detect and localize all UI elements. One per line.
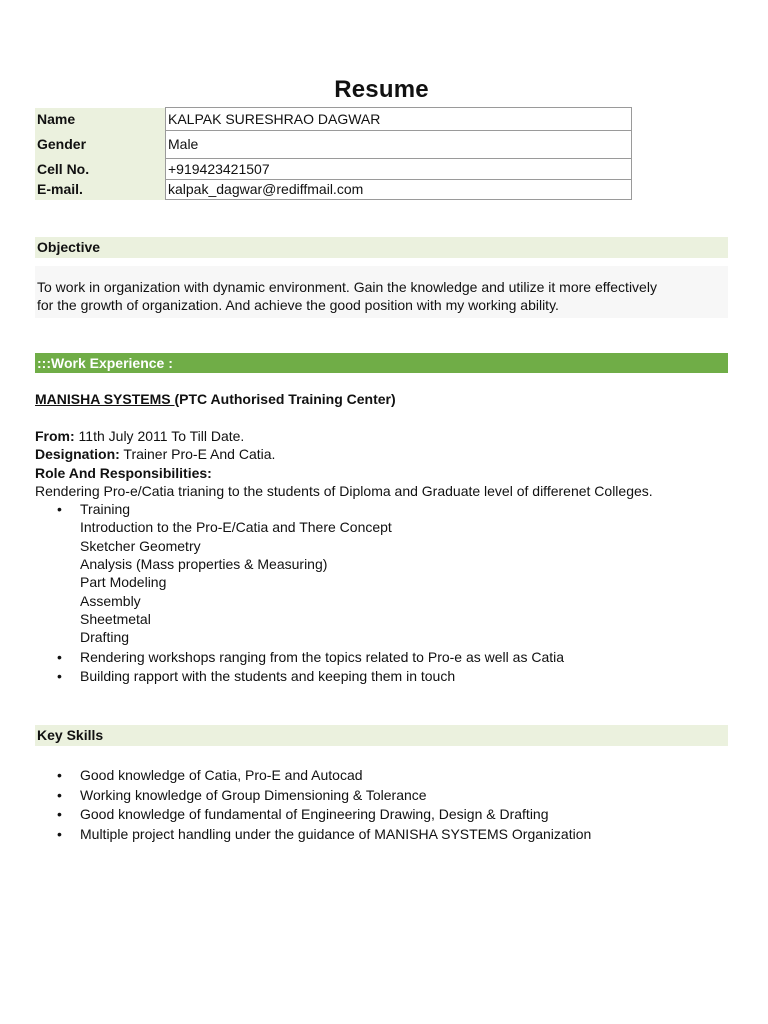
- info-row-gender: [35, 131, 632, 159]
- designation-label: Designation:: [35, 446, 120, 463]
- info-value-cell: +919423421507: [166, 159, 632, 180]
- info-label-name: Name: [35, 108, 166, 131]
- personal-info-table: [35, 107, 632, 200]
- info-value-name: KALPAK SURESHRAO DAGWAR: [166, 108, 632, 131]
- designation-value: Trainer Pro-E And Catia.: [119, 446, 276, 463]
- work-experience-heading: :::Work Experience :: [35, 353, 728, 373]
- objective-line-2: for the growth of organization. And achieve the good position with my working ability.: [37, 297, 559, 313]
- info-row-cell: [35, 159, 632, 180]
- list-item: • Good knowledge of fundamental of Engineering Drawing, Design & Drafting: [35, 805, 735, 825]
- role-label: [35, 464, 735, 482]
- from-value: 11th July 2011 To Till Date.: [74, 428, 245, 444]
- list-item: • Rendering workshops ranging from the topics related to Pro-e as well as Catia: [35, 648, 735, 666]
- responsibility-list: [35, 500, 735, 685]
- objective-line-1: To work in organization with dynamic environment. Gain the knowledge and utilize it more effectively: [37, 279, 657, 295]
- list-item: • Good knowledge of Catia, Pro-E and Autocad: [35, 766, 735, 786]
- info-value-gender: Male: [166, 131, 632, 159]
- key-skills-section: [35, 766, 735, 845]
- role-label-text: Role And Responsibilities:: [35, 464, 212, 481]
- list-item-training: [35, 500, 735, 646]
- objective-heading: Objective: [35, 237, 728, 258]
- company-line: [35, 391, 396, 407]
- info-value-email: kalpak_dagwar@rediffmail.com: [166, 180, 632, 200]
- list-item: • Building rapport with the students and keeping them in touch: [35, 667, 735, 685]
- role-text: Rendering Pro-e/Catia trianing to the students of Diploma and Graduate level of differenet Colleges.: [35, 482, 653, 499]
- skills-list: [35, 766, 735, 845]
- list-item: • Multiple project handling under the guidance of MANISHA SYSTEMS Organization: [35, 825, 735, 845]
- training-item: Sketcher Geometry: [80, 537, 201, 554]
- training-item: Part Modeling: [80, 574, 167, 591]
- training-item: Analysis (Mass properties & Measuring): [80, 556, 328, 573]
- info-row-email: [35, 180, 632, 200]
- designation-line: [35, 445, 735, 463]
- training-item: Introduction to the Pro-E/Catia and There Concept: [80, 519, 392, 536]
- training-item: Drafting: [80, 629, 130, 646]
- training-label: • Training: [80, 501, 131, 518]
- info-row-name: [35, 108, 632, 131]
- training-item: Sheetmetal: [80, 610, 151, 627]
- info-label-email: E-mail.: [35, 180, 166, 200]
- list-item: • Working knowledge of Group Dimensioning & Tolerance: [35, 786, 735, 806]
- from-label: From:: [35, 428, 75, 444]
- company-note: (PTC Authorised Training Center): [174, 391, 396, 407]
- from-line: [35, 427, 735, 445]
- key-skills-heading: Key Skills: [35, 725, 728, 746]
- info-label-gender: Gender: [35, 131, 166, 159]
- work-details: [35, 427, 735, 685]
- company-name: MANISHA SYSTEMS: [35, 391, 175, 407]
- objective-text: [35, 266, 728, 318]
- training-item: Assembly: [80, 592, 141, 609]
- info-label-cell: Cell No.: [35, 159, 166, 180]
- page-title: Resume: [334, 76, 429, 103]
